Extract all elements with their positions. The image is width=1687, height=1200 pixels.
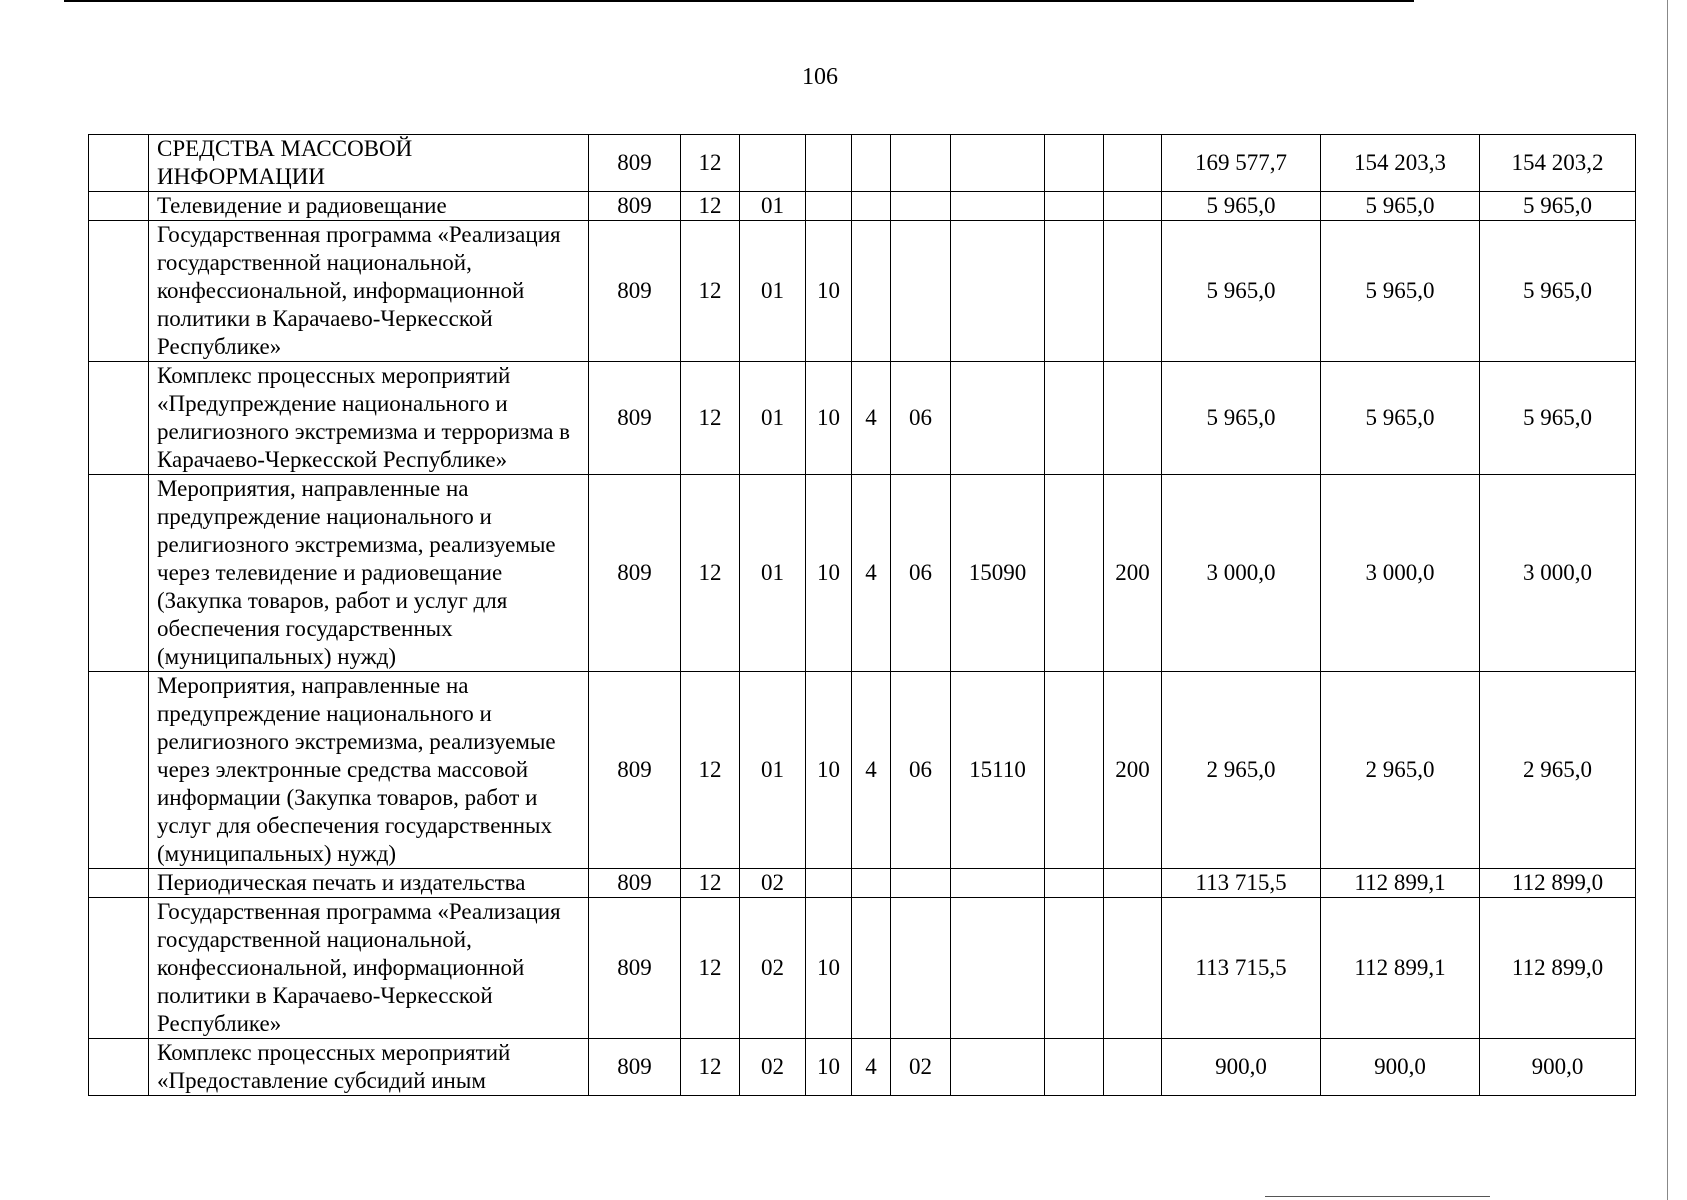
program-code-cell <box>806 192 852 221</box>
structural-element-cell <box>891 135 951 192</box>
program-type-cell <box>852 192 891 221</box>
direction-code-cell: 15110 <box>951 672 1045 869</box>
subsection-code-cell: 01 <box>740 221 806 362</box>
bottom-rule <box>1265 1196 1490 1197</box>
expense-type-cell: 200 <box>1104 672 1162 869</box>
direction-code-cell <box>951 135 1045 192</box>
amount-year2-cell: 112 899,1 <box>1321 898 1480 1039</box>
program-type-cell <box>852 221 891 362</box>
expense-type-cell <box>1104 869 1162 898</box>
extra-code-cell <box>1045 898 1104 1039</box>
amount-year1-cell: 113 715,5 <box>1162 869 1321 898</box>
empty-cell <box>89 898 149 1039</box>
extra-code-cell <box>1045 135 1104 192</box>
top-rule <box>64 0 1414 2</box>
direction-code-cell <box>951 221 1045 362</box>
program-code-cell: 10 <box>806 475 852 672</box>
amount-year2-cell: 3 000,0 <box>1321 475 1480 672</box>
empty-cell <box>89 1039 149 1096</box>
section-code-cell: 12 <box>681 475 740 672</box>
direction-code-cell <box>951 192 1045 221</box>
program-code-cell: 10 <box>806 362 852 475</box>
ministry-code-cell: 809 <box>589 1039 681 1096</box>
amount-year1-cell: 5 965,0 <box>1162 362 1321 475</box>
amount-year2-cell: 112 899,1 <box>1321 869 1480 898</box>
amount-year1-cell: 5 965,0 <box>1162 192 1321 221</box>
program-type-cell <box>852 898 891 1039</box>
section-code-cell: 12 <box>681 1039 740 1096</box>
ministry-code-cell: 809 <box>589 135 681 192</box>
item-name-cell: Мероприятия, направленные на предупреждение национального и религиозного экстремизма, реализуемые через электронные средства массовой информации (Закупка товаров, работ и услуг для обеспечения государственных (муниципальных) нужд) <box>149 672 589 869</box>
table-row <box>89 1039 1636 1096</box>
amount-year1-cell: 113 715,5 <box>1162 898 1321 1039</box>
table-row <box>89 672 1636 869</box>
extra-code-cell <box>1045 362 1104 475</box>
item-name-cell: Периодическая печать и издательства <box>149 869 589 898</box>
amount-year1-cell: 169 577,7 <box>1162 135 1321 192</box>
section-code-cell: 12 <box>681 192 740 221</box>
ministry-code-cell: 809 <box>589 898 681 1039</box>
amount-year3-cell: 112 899,0 <box>1480 869 1636 898</box>
scan-edge-line <box>1667 0 1668 1200</box>
program-code-cell: 10 <box>806 898 852 1039</box>
program-code-cell: 10 <box>806 672 852 869</box>
expense-type-cell <box>1104 192 1162 221</box>
program-code-cell: 10 <box>806 221 852 362</box>
empty-cell <box>89 192 149 221</box>
subsection-code-cell: 02 <box>740 898 806 1039</box>
extra-code-cell <box>1045 221 1104 362</box>
section-code-cell: 12 <box>681 221 740 362</box>
expense-type-cell <box>1104 362 1162 475</box>
table-row <box>89 362 1636 475</box>
empty-cell <box>89 869 149 898</box>
ministry-code-cell: 809 <box>589 221 681 362</box>
item-name-cell: Государственная программа «Реализация государственной национальной, конфессиональной, информационной политики в Карачаево-Черкесской Республике» <box>149 898 589 1039</box>
ministry-code-cell: 809 <box>589 475 681 672</box>
ministry-code-cell: 809 <box>589 869 681 898</box>
direction-code-cell <box>951 898 1045 1039</box>
structural-element-cell <box>891 221 951 362</box>
amount-year2-cell: 2 965,0 <box>1321 672 1480 869</box>
amount-year3-cell: 5 965,0 <box>1480 362 1636 475</box>
direction-code-cell <box>951 869 1045 898</box>
amount-year3-cell: 5 965,0 <box>1480 192 1636 221</box>
extra-code-cell <box>1045 1039 1104 1096</box>
amount-year3-cell: 2 965,0 <box>1480 672 1636 869</box>
direction-code-cell <box>951 1039 1045 1096</box>
section-code-cell: 12 <box>681 362 740 475</box>
structural-element-cell: 06 <box>891 362 951 475</box>
amount-year1-cell: 5 965,0 <box>1162 221 1321 362</box>
subsection-code-cell: 01 <box>740 672 806 869</box>
amount-year3-cell: 900,0 <box>1480 1039 1636 1096</box>
extra-code-cell <box>1045 869 1104 898</box>
expense-type-cell <box>1104 898 1162 1039</box>
program-code-cell: 10 <box>806 1039 852 1096</box>
amount-year3-cell: 3 000,0 <box>1480 475 1636 672</box>
section-code-cell: 12 <box>681 672 740 869</box>
program-code-cell <box>806 135 852 192</box>
empty-cell <box>89 221 149 362</box>
structural-element-cell <box>891 898 951 1039</box>
table-body <box>89 135 1636 1096</box>
ministry-code-cell: 809 <box>589 192 681 221</box>
program-type-cell: 4 <box>852 672 891 869</box>
program-type-cell: 4 <box>852 1039 891 1096</box>
ministry-code-cell: 809 <box>589 362 681 475</box>
direction-code-cell <box>951 362 1045 475</box>
amount-year2-cell: 5 965,0 <box>1321 221 1480 362</box>
program-type-cell <box>852 135 891 192</box>
table-row <box>89 898 1636 1039</box>
direction-code-cell: 15090 <box>951 475 1045 672</box>
amount-year3-cell: 5 965,0 <box>1480 221 1636 362</box>
structural-element-cell <box>891 192 951 221</box>
expense-type-cell <box>1104 221 1162 362</box>
subsection-code-cell: 01 <box>740 475 806 672</box>
structural-element-cell: 06 <box>891 475 951 672</box>
item-name-cell: СРЕДСТВА МАССОВОЙ ИНФОРМАЦИИ <box>149 135 589 192</box>
section-code-cell: 12 <box>681 135 740 192</box>
table-row <box>89 192 1636 221</box>
program-type-cell: 4 <box>852 475 891 672</box>
table-row <box>89 869 1636 898</box>
item-name-cell: Государственная программа «Реализация государственной национальной, конфессиональной, информационной политики в Карачаево-Черкесской Республике» <box>149 221 589 362</box>
empty-cell <box>89 475 149 672</box>
structural-element-cell: 06 <box>891 672 951 869</box>
empty-cell <box>89 362 149 475</box>
amount-year3-cell: 112 899,0 <box>1480 898 1636 1039</box>
subsection-code-cell: 02 <box>740 1039 806 1096</box>
extra-code-cell <box>1045 192 1104 221</box>
program-type-cell <box>852 869 891 898</box>
amount-year2-cell: 154 203,3 <box>1321 135 1480 192</box>
structural-element-cell: 02 <box>891 1039 951 1096</box>
amount-year2-cell: 5 965,0 <box>1321 192 1480 221</box>
expense-type-cell <box>1104 135 1162 192</box>
amount-year3-cell: 154 203,2 <box>1480 135 1636 192</box>
page-number: 106 <box>802 64 838 90</box>
table-row <box>89 475 1636 672</box>
table-row <box>89 135 1636 192</box>
expense-type-cell <box>1104 1039 1162 1096</box>
program-code-cell <box>806 869 852 898</box>
amount-year2-cell: 900,0 <box>1321 1039 1480 1096</box>
empty-cell <box>89 135 149 192</box>
item-name-cell: Комплекс процессных мероприятий «Предоставление субсидий иным <box>149 1039 589 1096</box>
amount-year2-cell: 5 965,0 <box>1321 362 1480 475</box>
amount-year1-cell: 2 965,0 <box>1162 672 1321 869</box>
section-code-cell: 12 <box>681 898 740 1039</box>
amount-year1-cell: 3 000,0 <box>1162 475 1321 672</box>
expense-type-cell: 200 <box>1104 475 1162 672</box>
empty-cell <box>89 672 149 869</box>
ministry-code-cell: 809 <box>589 672 681 869</box>
section-code-cell: 12 <box>681 869 740 898</box>
table-row <box>89 221 1636 362</box>
item-name-cell: Мероприятия, направленные на предупреждение национального и религиозного экстремизма, реализуемые через телевидение и радиовещание (Закупка товаров, работ и услуг для обеспечения государственных (муниципальных) нужд) <box>149 475 589 672</box>
subsection-code-cell: 01 <box>740 362 806 475</box>
item-name-cell: Телевидение и радиовещание <box>149 192 589 221</box>
subsection-code-cell: 02 <box>740 869 806 898</box>
program-type-cell: 4 <box>852 362 891 475</box>
extra-code-cell <box>1045 672 1104 869</box>
subsection-code-cell <box>740 135 806 192</box>
extra-code-cell <box>1045 475 1104 672</box>
budget-table <box>88 134 1636 1096</box>
item-name-cell: Комплекс процессных мероприятий «Предупреждение национального и религиозного экстремизма и терроризма в Карачаево-Черкесской Республике» <box>149 362 589 475</box>
subsection-code-cell: 01 <box>740 192 806 221</box>
structural-element-cell <box>891 869 951 898</box>
amount-year1-cell: 900,0 <box>1162 1039 1321 1096</box>
